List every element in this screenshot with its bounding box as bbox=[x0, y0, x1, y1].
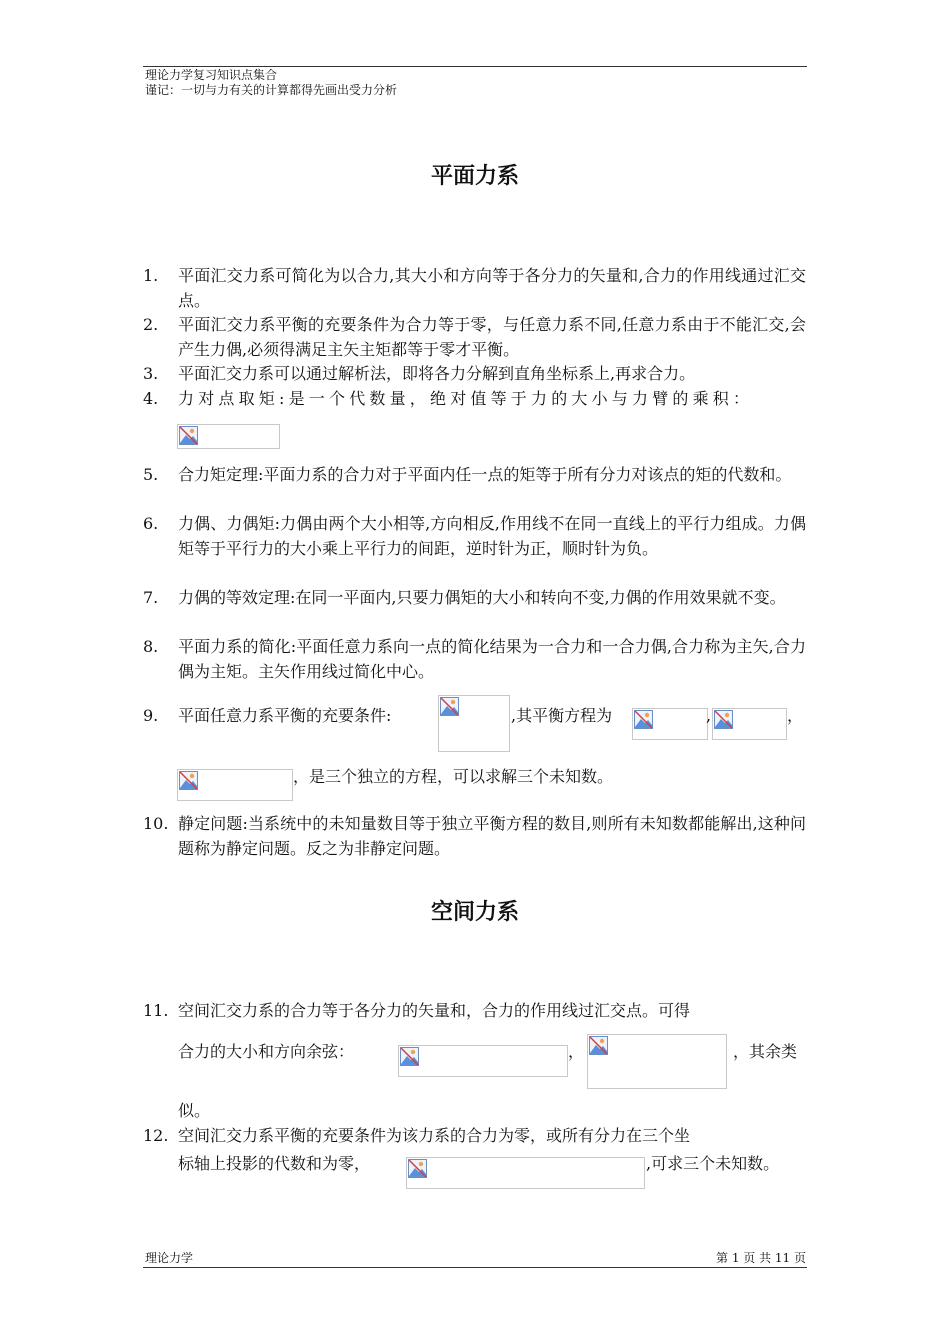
item-text: ，是三个独立的方程，可以求解三个未知数。 bbox=[293, 767, 614, 786]
item-text: 空间汇交力系平衡的充要条件为该力系的合力为零，或所有分力在三个坐 bbox=[178, 1126, 691, 1145]
footer-rule bbox=[143, 1267, 807, 1268]
item-number: 2. bbox=[143, 315, 159, 334]
item-text: 标轴上投影的代数和为零， bbox=[178, 1154, 371, 1173]
item-text: 力偶的等效定理:在同一平面内,只要力偶矩的大小和转向不变,力偶的作用效果就不变。 bbox=[178, 588, 786, 607]
item-text: 合力矩定理:平面力系的合力对于平面内任一点的矩等于所有分力对该点的矩的代数和。 bbox=[178, 465, 792, 484]
item-number: 12. bbox=[143, 1126, 169, 1145]
separator: , bbox=[706, 706, 712, 725]
item-text: 平面汇交力系可以通过解析法，即将各力分解到直角坐标系上,再求合力。 bbox=[178, 364, 696, 383]
item-text: 平面任意力系平衡的充要条件: bbox=[178, 706, 392, 725]
header-rule bbox=[143, 66, 807, 67]
formula-image-moment bbox=[177, 424, 280, 449]
formula-image-spatial-equilibrium bbox=[406, 1157, 645, 1189]
item-text: 静定问题:当系统中的未知量数目等于独立平衡方程的数目,则所有未知数都能解出,这种问题称为静定问题。反之为非静定问题。 bbox=[178, 814, 806, 858]
list-item bbox=[143, 313, 807, 363]
formula-image-direction-cosine bbox=[587, 1034, 727, 1089]
list-item bbox=[143, 512, 807, 586]
footer-left: 理论力学 bbox=[145, 1251, 194, 1265]
formula-image-eq-x bbox=[632, 708, 708, 740]
list-item bbox=[143, 463, 807, 513]
list-item bbox=[143, 362, 807, 388]
formula-image-equilibrium-condition bbox=[438, 695, 510, 752]
list-item bbox=[143, 812, 807, 862]
broken-image-icon bbox=[589, 1036, 608, 1055]
item-number: 10. bbox=[143, 814, 169, 833]
broken-image-icon bbox=[634, 710, 653, 729]
item-text: 平面汇交力系可简化为以合力,其大小和方向等于各分力的矢量和,合力的作用线通过汇交点。 bbox=[178, 266, 806, 310]
broken-image-icon bbox=[440, 697, 459, 716]
list-item bbox=[143, 264, 807, 314]
item-number: 3. bbox=[143, 364, 159, 383]
item-number: 9. bbox=[143, 706, 159, 725]
item-text: 平面汇交力系平衡的充要条件为合力等于零，与任意力系不同,任意力系由于不能汇交,会产生力偶,必须得满足主矢主矩都等于零才平衡。 bbox=[178, 315, 806, 359]
section-title-plane: 平面力系 bbox=[430, 163, 519, 189]
list-item bbox=[143, 586, 807, 636]
header-motto: 谨记：一切与力有关的计算都得先画出受力分析 bbox=[145, 83, 398, 97]
header-title: 理论力学复习知识点集合 bbox=[145, 68, 278, 82]
item-number: 5. bbox=[143, 465, 159, 484]
item-text: 力对点取矩:是一个代数量，绝对值等于力的大小与力臂的乘积： bbox=[178, 389, 754, 408]
item-number: 1. bbox=[143, 266, 159, 285]
separator: ， bbox=[568, 1042, 585, 1061]
broken-image-icon bbox=[179, 426, 198, 445]
footer-page-number: 第 1 页 共 11 页 bbox=[716, 1251, 806, 1265]
item-text: ,其平衡方程为 bbox=[511, 706, 613, 725]
formula-image-eq-moment bbox=[177, 769, 293, 801]
item-number: 11. bbox=[143, 1001, 169, 1020]
list-item bbox=[143, 387, 807, 413]
section-title-space: 空间力系 bbox=[430, 899, 519, 925]
separator: ， bbox=[787, 706, 804, 725]
item-number: 6. bbox=[143, 514, 159, 533]
item-text: ，其余类 bbox=[733, 1042, 798, 1061]
broken-image-icon bbox=[400, 1047, 419, 1066]
item-text: 合力的大小和方向余弦： bbox=[178, 1042, 355, 1061]
item-text: ,可求三个未知数。 bbox=[646, 1154, 780, 1173]
item-number: 8. bbox=[143, 637, 159, 656]
item-number: 7. bbox=[143, 588, 159, 607]
list-item bbox=[143, 635, 807, 685]
broken-image-icon bbox=[179, 771, 198, 790]
formula-image-eq-y bbox=[712, 708, 787, 740]
item-number: 4. bbox=[143, 389, 159, 408]
broken-image-icon bbox=[714, 710, 733, 729]
formula-image-resultant bbox=[398, 1045, 568, 1077]
item-text: 力偶、力偶矩:力偶由两个大小相等,方向相反,作用线不在同一直线上的平行力组成。力偶矩等于平行力的大小乘上平行力的间距，逆时针为正，顺时针为负。 bbox=[178, 514, 806, 558]
item-text: 似。 bbox=[178, 1101, 211, 1120]
item-text: 平面力系的简化:平面任意力系向一点的简化结果为一合力和一合力偶,合力称为主矢,合力偶为主矩。主矢作用线过简化中心。 bbox=[178, 637, 806, 681]
item-text: 空间汇交力系的合力等于各分力的矢量和，合力的作用线过汇交点。可得 bbox=[178, 1001, 691, 1020]
broken-image-icon bbox=[408, 1159, 427, 1178]
